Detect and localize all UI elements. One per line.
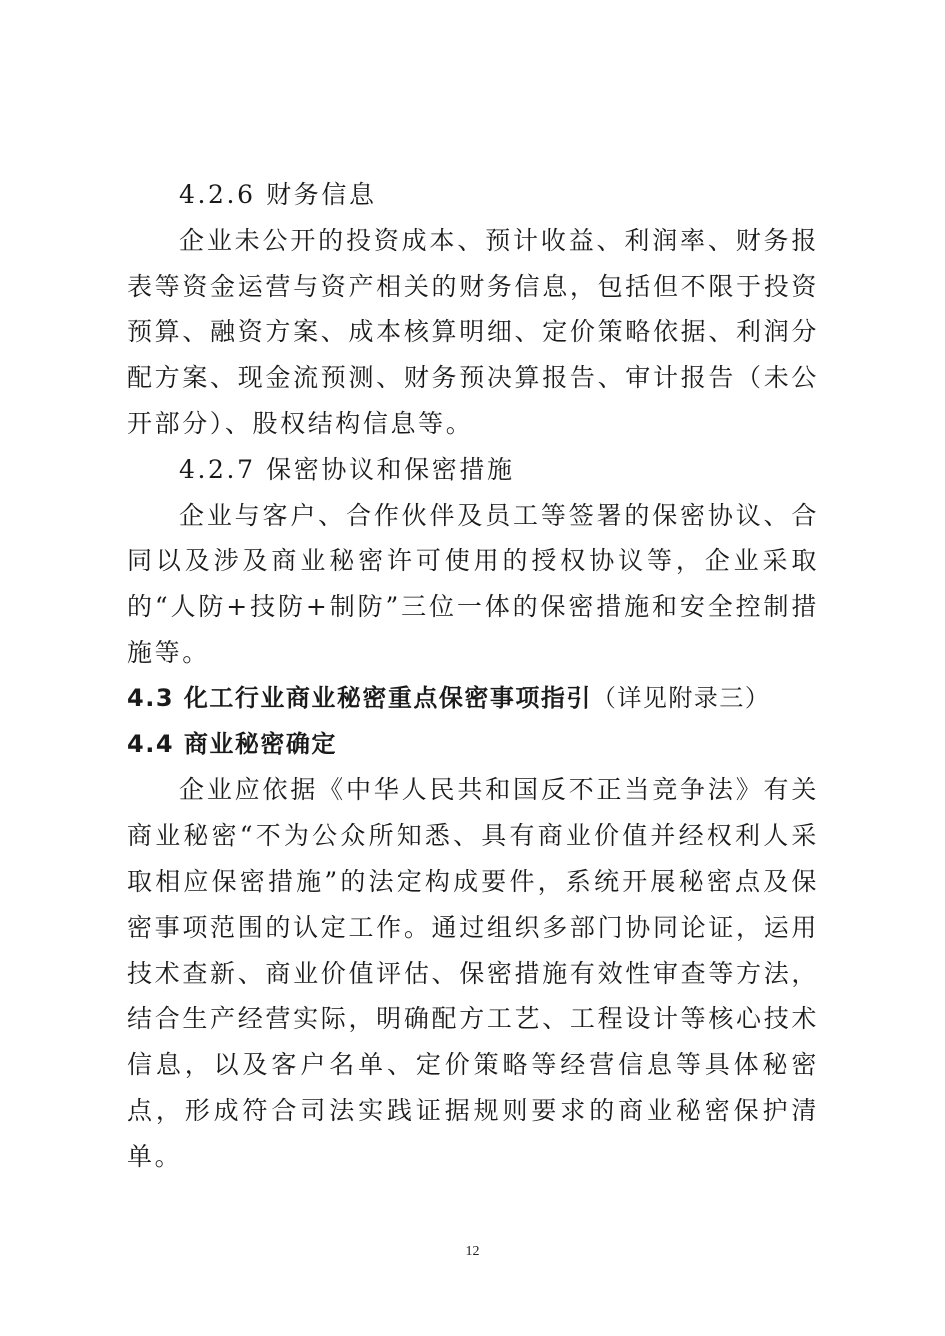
section-4-2-7-heading: 4.2.7 保密协议和保密措施 xyxy=(179,454,515,484)
page-content xyxy=(127,172,819,1180)
section-4-2-6-body: 企业未公开的投资成本、预计收益、利润率、财务报表等资金运营与资产相关的财务信息，包括但不限于投资预算、融资方案、成本核算明细、定价策略依据、利润分配方案、现金流预测、财务预决算报告、审计报告（未公开部分）、股权结构信息等。 xyxy=(127,225,819,438)
section-4-4-heading: 4.4 商业秘密确定 xyxy=(127,729,337,758)
section-4-2-7-body: 企业与客户、合作伙伴及员工等签署的保密协议、合同以及涉及商业秘密许可使用的授权协议等，企业采取的“人防+技防+制防”三位一体的保密措施和安全控制措施等。 xyxy=(127,500,819,667)
section-4-3-note: （详见附录三） xyxy=(591,683,771,712)
page-number: 12 xyxy=(465,1244,480,1259)
section-4-4-body: 企业应依据《中华人民共和国反不正当竞争法》有关商业秘密“不为公众所知悉、具有商业价值并经权利人采取相应保密措施”的法定构成要件，系统开展秘密点及保密事项范围的认定工作。通过组织多部门协同论证，运用技术查新、商业价值评估、保密措施有效性审查等方法，结合生产经营实际，明确配方工艺、工程设计等核心技术信息，以及客户名单、定价策略等经营信息等具体秘密点，形成符合司法实践证据规则要求的商业秘密保护清单。 xyxy=(127,775,819,1171)
section-4-3-heading xyxy=(127,676,819,722)
section-4-3-title: 4.3 化工行业商业秘密重点保密事项指引 xyxy=(127,683,592,712)
section-4-2-6-heading: 4.2.6 财务信息 xyxy=(179,180,377,209)
